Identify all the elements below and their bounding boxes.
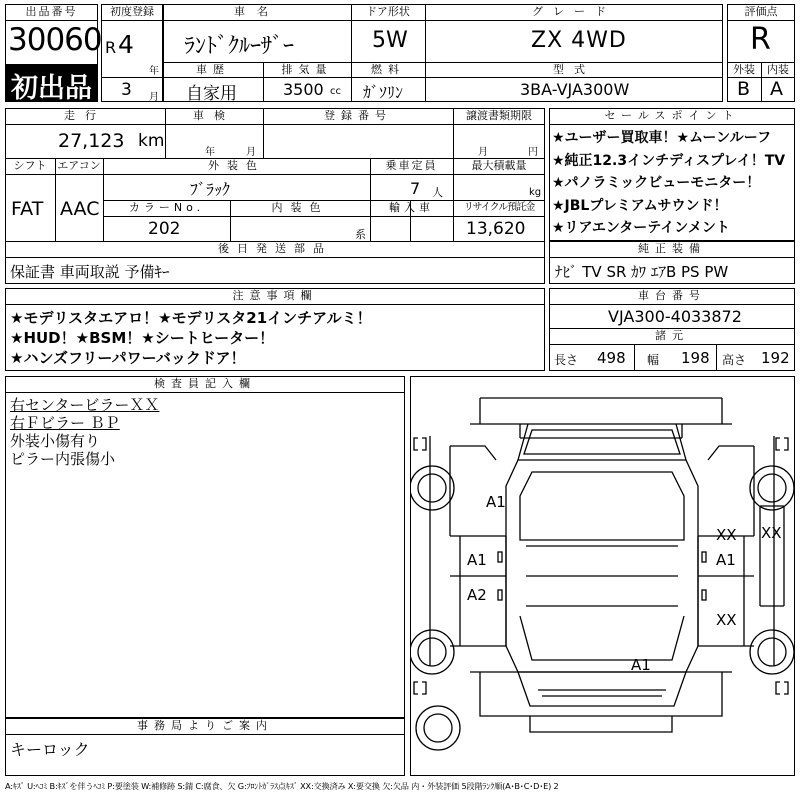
- length-value: 498: [597, 349, 626, 367]
- lot-no-value: 30060: [8, 22, 102, 58]
- shift-value: FAT: [11, 198, 44, 220]
- notes-label: 注意事項欄: [232, 289, 318, 302]
- aircon-label: エアコン: [57, 159, 101, 172]
- history-label: 車歴: [196, 63, 230, 76]
- length-label: 長さ: [554, 353, 579, 367]
- year-value: 4: [118, 30, 134, 59]
- reg-no-label: 登録番号: [324, 109, 392, 122]
- cc-unit: cc: [330, 86, 341, 97]
- capacity-label: 乗車定員: [385, 159, 438, 172]
- chassis-value: VJA300-4033872: [608, 307, 742, 326]
- note-line: ★モデリスタエアロ！★モデリスタ21インチアルミ！: [10, 309, 372, 327]
- kg-unit: kg: [529, 187, 542, 198]
- damage-right-rear-door: XX: [716, 611, 737, 629]
- note-line: ★ハンズフリーパワーバックドア！: [10, 349, 246, 367]
- sales-point: ★パノラミックビューモニター！: [552, 175, 761, 191]
- height-label: 高さ: [722, 353, 747, 367]
- grade-value: ZX 4WD: [531, 28, 627, 53]
- later-parts-value: 保証書 車両取説 予備ｷｰ: [10, 263, 170, 281]
- transfer-label: 譲渡書類期限: [466, 109, 532, 122]
- damage-right-front-door-b: A1: [716, 551, 736, 569]
- capacity-value: 7: [410, 179, 421, 198]
- legend-text: A:ｷｽﾞ U:ﾍｺﾐ B:ｷｽﾞを伴うﾍｺﾐ P:要塗装 W:補修跡 S:錆 C:腐食、欠 G:ﾌﾛﾝﾄｶﾞﾗｽ点ｷｽﾞ XX:交換済み X:要交換 欠:欠品 内・外装評価 5段階ﾗﾝｸ順(A･B･C･D･E) 2: [5, 781, 559, 791]
- sales-point: ★JBLプレミアムサウンド！: [552, 197, 728, 214]
- first-reg-label: 初度登録: [110, 5, 154, 18]
- aircon-value: AAC: [60, 198, 100, 220]
- damage-left-rear-door: A2: [467, 586, 487, 604]
- inspector-note: 右Ｆビラー ＢＰ: [10, 414, 120, 432]
- year-unit: 年: [149, 66, 159, 77]
- sales-points-list: [552, 127, 794, 239]
- office-label: 事務局よりご案内: [137, 719, 273, 732]
- int-score-value: A: [770, 78, 783, 100]
- recycle-value: 13,620: [466, 219, 526, 239]
- interior-label: 内装: [767, 63, 789, 76]
- damage-left-front-door: A1: [467, 551, 487, 569]
- recycle-label: リサイクル預託金: [463, 202, 535, 213]
- mileage-label: 走行: [64, 109, 106, 122]
- month-value: 3: [121, 80, 132, 100]
- exterior-label: 外装: [733, 63, 755, 76]
- width-label: 幅: [647, 353, 660, 367]
- inspection-year-unit: 年: [205, 147, 215, 158]
- car-name-label: 車名: [234, 5, 280, 18]
- sales-point: ★純正12.3インチディスプレイ！TV: [552, 152, 786, 169]
- shift-label: シフト: [13, 159, 47, 172]
- damage-left-front-fender: A1: [486, 493, 506, 511]
- door-label: ドア形状: [366, 5, 410, 18]
- grade-label: グレード: [532, 5, 616, 18]
- score-value: R: [750, 22, 771, 57]
- inspector-note: 右センタービラーＸＸ: [10, 396, 160, 414]
- later-parts-label: 後日発送部品: [218, 242, 332, 255]
- color-no-label: カラーNo.: [128, 201, 205, 214]
- sales-point: ★ユーザー買取車！★ムーンルーフ: [552, 130, 772, 146]
- ext-color-value: ﾌﾞﾗｯｸ: [190, 180, 231, 199]
- inspector-notes: [10, 396, 400, 468]
- ext-score-value: B: [737, 78, 751, 100]
- model-value: 3BA-VJA300W: [520, 80, 630, 99]
- people-unit: 人: [432, 186, 443, 199]
- damage-right-pillar: XX: [761, 524, 782, 542]
- width-value: 198: [681, 349, 710, 367]
- notes-list: [10, 308, 542, 368]
- chassis-label: 車台番号: [638, 289, 706, 302]
- transfer-month-unit: 月: [478, 147, 488, 158]
- max-load-label: 最大積載量: [471, 159, 527, 172]
- km-unit: km: [138, 131, 165, 151]
- sales-point: ★リアエンターテインメント: [552, 220, 730, 236]
- history-value: 自家用: [186, 84, 237, 104]
- import-label: 輸入車: [389, 201, 434, 214]
- score-label: 評価点: [744, 5, 778, 18]
- color-no-value: 202: [148, 219, 181, 239]
- inspection-label: 車検: [193, 109, 235, 122]
- sales-points-label: セールスポイント: [604, 109, 740, 122]
- transfer-day-unit: 円: [528, 147, 538, 158]
- door-value: 5W: [372, 28, 408, 53]
- fuel-label: 燃料: [371, 63, 405, 76]
- inspector-label: 検査員記入欄: [154, 377, 256, 390]
- damage-rear-bumper: A1: [631, 656, 651, 674]
- car-diagram: [410, 376, 795, 776]
- ext-color-label: 外装色: [208, 159, 265, 172]
- office-note: キーロック: [10, 740, 90, 759]
- month-unit: 月: [149, 92, 159, 103]
- inspector-note: ピラー内張傷小: [10, 450, 116, 468]
- era-value: R: [105, 38, 117, 57]
- int-color-label: 内装色: [271, 201, 329, 214]
- fuel-value: ｶﾞｿﾘﾝ: [363, 83, 404, 102]
- kei-unit: 系: [355, 228, 366, 241]
- model-label: 型式: [553, 63, 595, 76]
- first-listing-text: 初出品: [11, 73, 92, 104]
- mileage-value: 27,123: [58, 130, 125, 152]
- lot-no-label: 出品番号: [25, 5, 78, 18]
- displacement-value: 3500: [283, 80, 324, 99]
- inspector-note: 外装小傷有り: [10, 432, 101, 450]
- specs-label: 諸元: [655, 329, 689, 342]
- damage-right-front-door-a: XX: [716, 526, 737, 544]
- displacement-label: 排気量: [281, 63, 333, 76]
- equipment-label: 純正装備: [638, 242, 706, 255]
- car-name-value: ﾗﾝﾄﾞｸﾙｰｻﾞｰ: [184, 34, 295, 59]
- inspection-month-unit: 月: [246, 147, 256, 158]
- note-line: ★HUD！★BSM！★シートヒーター！: [10, 329, 275, 347]
- equipment-value: ﾅﾋﾞ TV SR ｶﾜ ｴｱB PS PW: [555, 263, 729, 281]
- height-value: 192: [761, 349, 790, 367]
